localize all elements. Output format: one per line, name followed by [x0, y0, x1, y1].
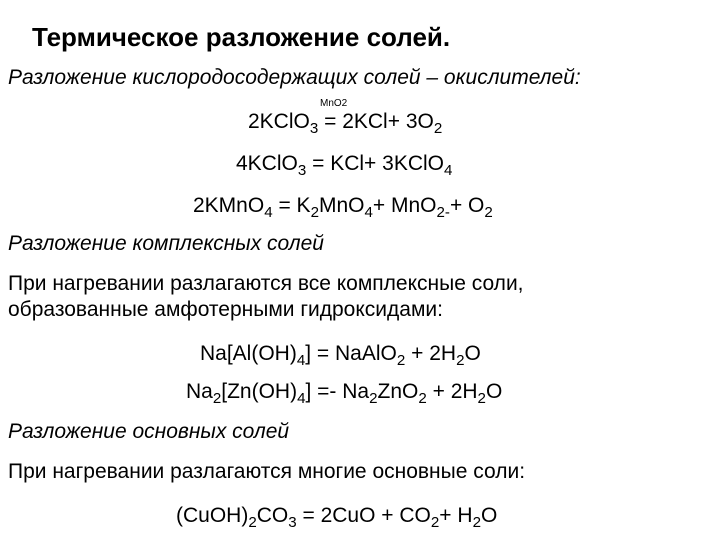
subscript: 2: [484, 203, 493, 221]
subscript: 3: [309, 119, 319, 137]
subscript: 2: [456, 351, 465, 369]
subscript: 2: [369, 389, 378, 407]
page-title: Термическое разложение солей.: [32, 22, 451, 52]
section-heading-complex-salts: Разложение комплексных солей: [8, 232, 324, 255]
subscript: 2: [472, 513, 481, 531]
equation-na-al: $Na[Al(OH)_4]$ = NaAlO$_2$ + $2H_2O$: [200, 342, 481, 369]
equation-na-zn: $Na_2[Zn(OH)_4] =- Na_2ZnO_2 + 2H_2O$: [186, 380, 503, 407]
equation-kclo3-catalytic: 2KClO$_3$ = $2KCl+ 3O_2$: [248, 110, 443, 137]
text-line: При нагревании разлагаются многие основные соли:: [8, 460, 526, 483]
subscript: 2: [212, 389, 222, 407]
section-heading-oxidizer-salts: Разложение кислородосодержащих солей – окислителей:: [8, 66, 581, 89]
equation-kmno4: 2KMnO$_4$ = $K_2MnO_4+ MnO_{2-}+ O_2$: [193, 194, 493, 221]
subscript: 3: [288, 513, 297, 531]
section-heading-basic-salts: Разложение основных солей: [8, 420, 290, 443]
subscript: 2: [396, 351, 406, 369]
subscript: 2: [477, 389, 486, 407]
subscript: 2-: [436, 203, 450, 221]
catalyst-label: MnO2: [320, 98, 348, 109]
subscript: 2: [248, 513, 257, 531]
subscript: 4: [264, 203, 273, 221]
subscript: 4: [297, 389, 306, 407]
text-line: образованные амфотерными гидроксидами:: [8, 298, 443, 321]
subscript: 2: [310, 203, 319, 221]
equation-cuoh: $(CuOH)_2CO_3 = 2CuO + CO_2+ H_2O$: [176, 504, 498, 531]
subscript: 2: [418, 389, 427, 407]
subscript: 2: [430, 513, 440, 531]
equation-kclo3-disproportionation: 4KClO$_3$ = KCl+ 3KClO$_4$: [236, 152, 453, 179]
text-line: При нагревании разлагаются все комплексные соли,: [8, 272, 524, 295]
subscript: 4: [296, 351, 306, 369]
subscript: 4: [364, 203, 373, 221]
subscript: 3: [297, 161, 307, 179]
subscript: 2: [433, 119, 443, 137]
subscript: 4: [444, 161, 453, 179]
